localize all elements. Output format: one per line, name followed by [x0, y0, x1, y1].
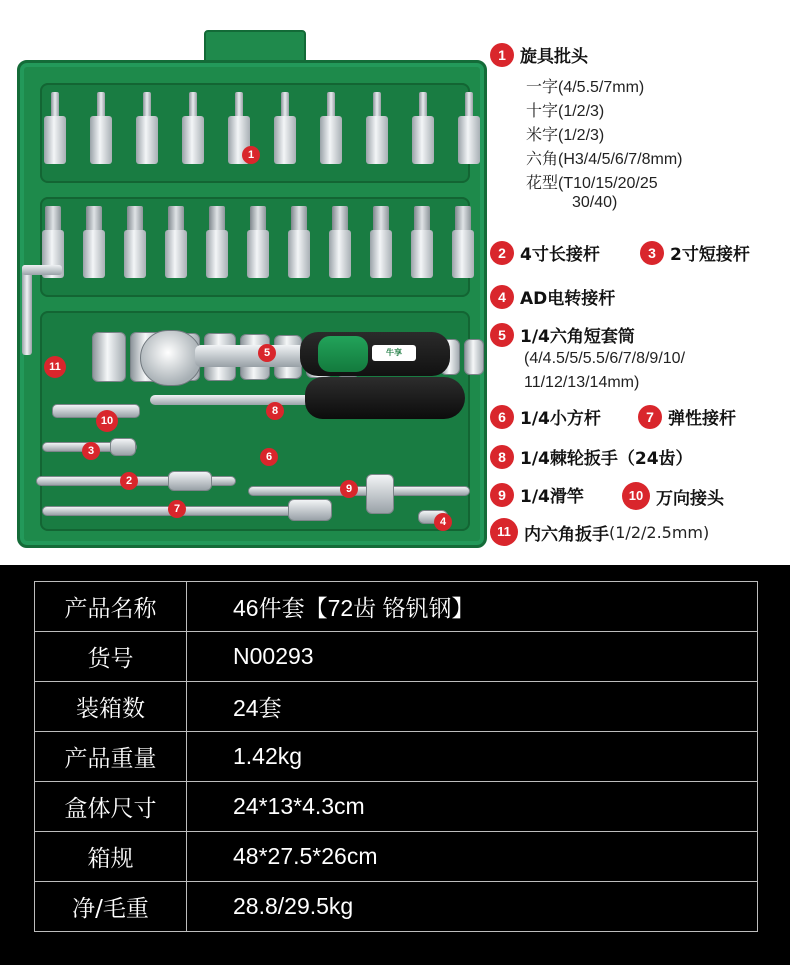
- spec-key: 装箱数: [35, 682, 187, 732]
- legend-detail: 米字(1/2/3): [526, 127, 605, 144]
- legend-subtitle: (1/2/2.5mm): [609, 522, 710, 542]
- legend-title: 旋具批头: [520, 47, 588, 67]
- legend-item-8: [490, 444, 693, 469]
- legend-detail: (4/4.5/5/5.5/6/7/8/9/10/: [524, 350, 686, 367]
- legend-number-badge: 7: [638, 405, 662, 429]
- hex-key-wrench: [22, 265, 32, 355]
- spinner-shaft: [150, 395, 315, 405]
- legend-title: 1/4小方杆: [520, 409, 601, 429]
- ratchet-head: [140, 330, 202, 386]
- legend-title: 弹性接杆: [668, 409, 736, 429]
- long-extension-end: [168, 471, 212, 491]
- legend-item-7: [638, 404, 736, 429]
- screwdriver-bit: [44, 92, 66, 164]
- legend-number-badge: 5: [490, 323, 514, 347]
- sliding-t-bar: [248, 486, 470, 496]
- screwdriver-bit: [274, 92, 296, 164]
- flexible-extension-end: [288, 499, 332, 521]
- legend-detail: 花型(T10/15/20/25: [526, 175, 658, 192]
- spec-key: 产品重量: [35, 732, 187, 782]
- socket: [92, 332, 126, 382]
- photo-marker: 10: [96, 410, 118, 432]
- hex-key-wrench-arm: [22, 265, 62, 275]
- spec-value: 48*27.5*26cm: [187, 832, 758, 882]
- socket: [464, 339, 484, 375]
- screwdriver-bit: [370, 206, 392, 278]
- ratchet-grip-accent: [318, 336, 368, 372]
- photo-marker: 2: [120, 472, 138, 490]
- screwdriver-bit: [412, 92, 434, 164]
- spec-key: 货号: [35, 632, 187, 682]
- table-row: [35, 782, 758, 832]
- table-row: [35, 682, 758, 732]
- legend-detail: 11/12/13/14mm): [524, 374, 640, 391]
- table-row: [35, 732, 758, 782]
- spec-key: 箱规: [35, 832, 187, 882]
- legend-number-badge: 4: [490, 285, 514, 309]
- legend-title: 1/4棘轮扳手（24齿）: [520, 449, 693, 469]
- screwdriver-bit: [288, 206, 310, 278]
- legend-item-9: [490, 482, 584, 507]
- legend-item-1: [490, 42, 588, 67]
- sliding-t-block: [366, 474, 394, 514]
- legend-number-badge: 9: [490, 483, 514, 507]
- legend-item-6: [490, 404, 601, 429]
- legend-item-10: [622, 482, 724, 510]
- screwdriver-bit: [165, 206, 187, 278]
- photo-marker: 6: [260, 448, 278, 466]
- spec-value: 46件套【72齿 铬钒钢】: [187, 582, 758, 632]
- short-extension-end: [110, 438, 136, 456]
- photo-marker: 1: [242, 146, 260, 164]
- spec-value: 1.42kg: [187, 732, 758, 782]
- table-row: [35, 832, 758, 882]
- legend-title: AD电转接杆: [520, 289, 616, 309]
- legend-detail: 一字(4/5.5/7mm): [526, 79, 645, 96]
- legend-item-3: [640, 240, 750, 265]
- spec-key: 产品名称: [35, 582, 187, 632]
- legend-item-2: [490, 240, 600, 265]
- legend-number-badge: 11: [490, 518, 518, 546]
- screwdriver-bit: [411, 206, 433, 278]
- spec-value: 24*13*4.3cm: [187, 782, 758, 832]
- spinner-grip: [305, 377, 465, 419]
- legend-item-5: [490, 322, 635, 347]
- table-row: [35, 582, 758, 632]
- table-row: [35, 632, 758, 682]
- spec-section: [0, 565, 790, 965]
- spec-value: N00293: [187, 632, 758, 682]
- legend-item-11: [490, 518, 709, 546]
- legend-number-badge: 3: [640, 241, 664, 265]
- screwdriver-bit: [83, 206, 105, 278]
- screwdriver-bit: [329, 206, 351, 278]
- legend-item-4: [490, 284, 615, 309]
- legend-title: 内六角扳手: [524, 524, 609, 545]
- photo-marker: 8: [266, 402, 284, 420]
- legend-number-badge: 10: [622, 482, 650, 510]
- screwdriver-bit: [90, 92, 112, 164]
- ratchet-logo: 牛享: [372, 345, 416, 361]
- photo-marker: 4: [434, 513, 452, 531]
- legend-number-badge: 1: [490, 43, 514, 67]
- screwdriver-bit: [366, 92, 388, 164]
- spec-key: 净/毛重: [35, 882, 187, 932]
- screwdriver-bit: [458, 92, 480, 164]
- ratchet-neck: [195, 345, 305, 367]
- legend-title: 2寸短接杆: [670, 245, 750, 265]
- legend-detail: 六角(H3/4/5/6/7/8mm): [526, 151, 683, 168]
- photo-marker: 7: [168, 500, 186, 518]
- photo-marker: 9: [340, 480, 358, 498]
- screwdriver-bit: [320, 92, 342, 164]
- screwdriver-bit: [452, 206, 474, 278]
- legend-title: 1/4六角短套筒: [520, 327, 635, 347]
- spec-key: 盒体尺寸: [35, 782, 187, 832]
- photo-marker: 5: [258, 344, 276, 362]
- legend-title: 万向接头: [656, 488, 724, 509]
- table-row: [35, 882, 758, 932]
- legend-number-badge: 6: [490, 405, 514, 429]
- screwdriver-bit: [247, 206, 269, 278]
- legend-title: 1/4滑竿: [520, 487, 584, 507]
- spec-value: 24套: [187, 682, 758, 732]
- screwdriver-bit: [182, 92, 204, 164]
- screwdriver-bit: [206, 206, 228, 278]
- legend-number-badge: 2: [490, 241, 514, 265]
- photo-marker: 11: [44, 356, 66, 378]
- legend-detail: 十字(1/2/3): [526, 103, 605, 120]
- screwdriver-bit: [136, 92, 158, 164]
- screwdriver-bit: [124, 206, 146, 278]
- legend-detail: 30/40): [572, 194, 618, 211]
- spec-table: [34, 581, 758, 932]
- spec-value: 28.8/29.5kg: [187, 882, 758, 932]
- legend-title: 4寸长接杆: [520, 245, 600, 265]
- legend-number-badge: 8: [490, 445, 514, 469]
- photo-marker: 3: [82, 442, 100, 460]
